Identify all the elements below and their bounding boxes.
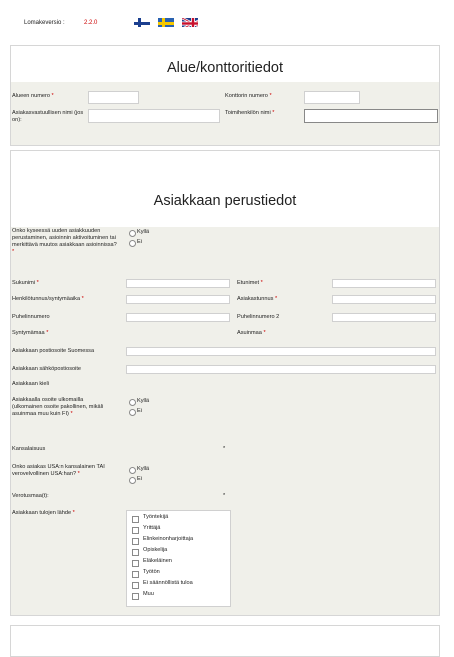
income-checkbox[interactable]: [132, 549, 139, 556]
new-customer-no-radio[interactable]: [129, 240, 136, 247]
income-checkbox[interactable]: [132, 582, 139, 589]
foreign-address-yes-radio[interactable]: [129, 399, 136, 406]
usa-no-label: Ei: [137, 476, 142, 482]
surname-label: Sukunimi *: [12, 280, 39, 286]
tax-country-label: Verotusmaa(t):: [12, 493, 49, 499]
income-option: Työtön: [143, 569, 160, 575]
firstnames-input[interactable]: [332, 279, 436, 288]
firstnames-label: Etunimet *: [237, 280, 263, 286]
foreign-address-no-radio[interactable]: [129, 409, 136, 416]
income-checkbox[interactable]: [132, 538, 139, 545]
usa-yes-label: Kyllä: [137, 466, 150, 472]
area-number-label: Alueen numero *: [12, 93, 54, 99]
nationality-label: Kansalaisuus: [12, 446, 46, 452]
uk-flag-icon[interactable]: [182, 16, 198, 27]
foreign-address-no-label: Ei: [137, 408, 142, 414]
new-customer-no-label: Ei: [137, 239, 142, 245]
income-checkbox[interactable]: [132, 560, 139, 567]
email-input[interactable]: [126, 365, 436, 374]
income-option: Opiskelija: [143, 547, 168, 553]
postal-address-label: Asiakkaan postiosoite Suomessa: [12, 348, 95, 354]
phone-input[interactable]: [126, 313, 230, 322]
office-number-label: Konttorin numero *: [225, 93, 272, 99]
birth-country-label: Syntymämaa *: [12, 330, 49, 336]
tax-country-required-mark: *: [223, 493, 226, 499]
ssn-input[interactable]: [126, 295, 230, 304]
income-option: Eläkeläinen: [143, 558, 172, 564]
residence-country-label: Asuinmaa *: [237, 330, 266, 336]
area-number-input[interactable]: [88, 91, 139, 104]
customer-id-input[interactable]: [332, 295, 436, 304]
usa-no-radio[interactable]: [129, 477, 136, 484]
email-label: Asiakkaan sähköpostiosoite: [12, 366, 82, 372]
surname-input[interactable]: [126, 279, 230, 288]
foreign-address-yes-label: Kyllä: [137, 398, 150, 404]
new-customer-yes-radio[interactable]: [129, 230, 136, 237]
new-customer-question: Onko kyseessä uuden asiakkuuden perustaminen, asioinnin aktivoituminen tai merkittävä muutos asiakkaan asioinnissa? *: [12, 228, 117, 255]
usa-question: Onko asiakas USA:n kansalainen TAI verovelvollinen USA:han? *: [12, 464, 105, 477]
clerk-name-label: Toimihenkilön nimi *: [225, 110, 275, 116]
income-option: Elinkeinonharjoittaja: [143, 536, 194, 542]
foreign-address-question: Asiakkaalla osoite ulkomailla (ulkomainen osoite pakollinen, mikäli asuinmaa muu kuin FI) *: [12, 397, 104, 417]
usa-yes-radio[interactable]: [129, 467, 136, 474]
income-checkbox[interactable]: [132, 516, 139, 523]
form-version-number: 2.2.0: [84, 20, 98, 26]
next-section-panel: [10, 625, 440, 657]
phone2-label: Puhelinnumero 2: [237, 314, 280, 320]
income-option: Työntekijä: [143, 514, 169, 520]
form-version-label: Lomakeversio :: [24, 20, 65, 26]
income-checkbox[interactable]: [132, 593, 139, 600]
finnish-flag-icon[interactable]: [134, 16, 150, 27]
phone2-input[interactable]: [332, 313, 436, 322]
new-customer-yes-label: Kyllä: [137, 229, 150, 235]
office-number-input[interactable]: [304, 91, 360, 104]
office-info-title: Alue/konttoritiedot: [166, 60, 284, 76]
customer-manager-label: Asiakasvastuullisen nimi (jos on):: [12, 110, 84, 123]
clerk-name-input[interactable]: [304, 109, 438, 123]
language-label: Asiakkaan kieli: [12, 381, 49, 387]
customer-basic-info-title: Asiakkaan perustiedot: [153, 193, 297, 209]
ssn-label: Henkilötunnus/syntymäaika *: [12, 296, 84, 302]
nationality-required-mark: *: [223, 446, 226, 452]
income-source-list: [126, 510, 231, 607]
income-option: Muu: [143, 591, 154, 597]
income-checkbox[interactable]: [132, 527, 139, 534]
swedish-flag-icon[interactable]: [158, 16, 174, 27]
phone-label: Puhelinnumero: [12, 314, 50, 320]
income-checkbox[interactable]: [132, 571, 139, 578]
income-option: Yrittäjä: [143, 525, 161, 531]
postal-address-input[interactable]: [126, 347, 436, 356]
customer-manager-input[interactable]: [88, 109, 220, 123]
customer-id-label: Asiakastunnus *: [237, 296, 278, 302]
income-option: Ei säännöllistä tuloa: [143, 580, 193, 586]
income-source-label: Asiakkaan tulojen lähde *: [12, 510, 75, 516]
